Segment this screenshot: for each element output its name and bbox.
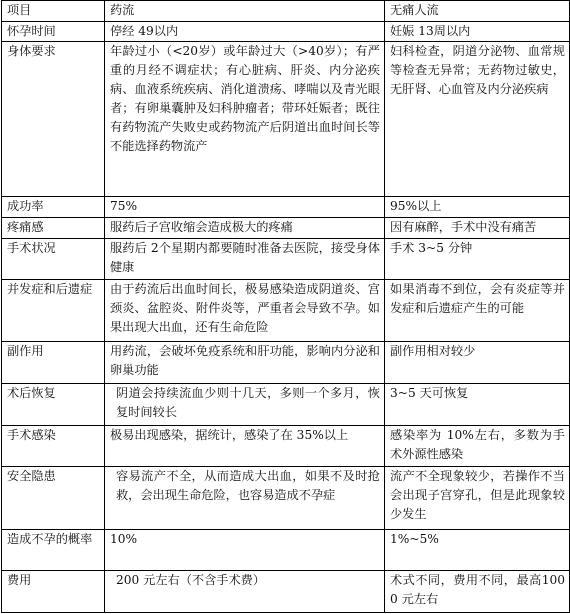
row-item-label: 手术状况 bbox=[2, 238, 105, 279]
table-row bbox=[2, 466, 570, 529]
row-item-label: 费用 bbox=[2, 570, 105, 612]
medical-abortion-cell: 服药后 2个星期内都要随时准备去医院，接受身体健康 bbox=[105, 238, 385, 279]
medical-abortion-cell: 极易出现感染，据统计，感染了在 35%以上 bbox=[105, 425, 385, 466]
painless-abortion-cell: 3~5 天可恢复 bbox=[385, 383, 570, 425]
row-item-label: 疼痛感 bbox=[2, 218, 105, 239]
table-row bbox=[2, 42, 570, 197]
table-row bbox=[2, 279, 570, 342]
row-item-label: 术后恢复 bbox=[2, 383, 105, 425]
header-painless-abortion: 无痛人流 bbox=[385, 1, 570, 22]
table-row bbox=[2, 425, 570, 466]
table-row bbox=[2, 570, 570, 612]
header-item: 项目 bbox=[2, 1, 105, 22]
row-item-label: 并发症和后遗症 bbox=[2, 279, 105, 342]
row-item-label: 手术感染 bbox=[2, 425, 105, 466]
row-item-label: 成功率 bbox=[2, 197, 105, 218]
header-medical-abortion: 药流 bbox=[105, 1, 385, 22]
painless-abortion-cell: 妇科检查，阴道分泌物、血常规等检查无异常；无药物过敏史，无肝肾、心血管及内分泌疾病 bbox=[385, 42, 570, 197]
medical-abortion-cell: 用药流，会破坏免疫系统和肝功能，影响内分泌和卵巢功能 bbox=[105, 342, 385, 383]
table-row bbox=[2, 383, 570, 425]
row-item-label: 造成不孕的概率 bbox=[2, 529, 105, 570]
painless-abortion-cell: 1%~5% bbox=[385, 529, 570, 570]
row-item-label: 安全隐患 bbox=[2, 466, 105, 529]
painless-abortion-cell: 手术 3~5 分钟 bbox=[385, 238, 570, 279]
painless-abortion-cell: 术式不同，费用不同，最高1000 元左右 bbox=[385, 570, 570, 612]
painless-abortion-cell: 流产不全现象较少，若操作不当会出现子宫穿孔，但是此现象较少发生 bbox=[385, 466, 570, 529]
painless-abortion-cell: 因有麻醉，手术中没有痛苦 bbox=[385, 218, 570, 239]
table-row bbox=[2, 197, 570, 218]
medical-abortion-cell: 阴道会持续流血少则十几天，多则一个多月，恢复时间较长 bbox=[105, 383, 385, 425]
table-header-row bbox=[2, 1, 570, 22]
medical-abortion-cell: 由于药流后出血时间长，极易感染造成阴道炎、宫颈炎、盆腔炎、附件炎等，严重者会导致不孕。如果出现大出血，还有生命危险 bbox=[105, 279, 385, 342]
painless-abortion-cell: 95%以上 bbox=[385, 197, 570, 218]
medical-abortion-cell: 容易流产不全，从而造成大出血，如果不及时抢救，会出现生命危险，也容易造成不孕症 bbox=[105, 466, 385, 529]
table-row bbox=[2, 218, 570, 239]
painless-abortion-cell: 如果消毒不到位，会有炎症等并发症和后遗症产生的可能 bbox=[385, 279, 570, 342]
medical-abortion-cell: 200 元左右（不含手术费） bbox=[105, 570, 385, 612]
medical-abortion-cell: 10% bbox=[105, 529, 385, 570]
medical-abortion-cell: 停经 49以内 bbox=[105, 21, 385, 42]
table-row bbox=[2, 238, 570, 279]
medical-abortion-cell: 服药后子宫收缩会造成极大的疼痛 bbox=[105, 218, 385, 239]
medical-abortion-cell: 年龄过小（<20岁）或年龄过大（>40岁）；有严重的月经不调症状；有心脏病、肝炎、内分泌疾病、血液系统疾病、消化道溃疡、哮喘以及青光眼者；有卵巢囊肿及妇科肿瘤者；带环妊娠者；既往有药物流产失败史或药物流产后阴道出血时间长等不能选择药物流产 bbox=[105, 42, 385, 197]
medical-abortion-cell: 75% bbox=[105, 197, 385, 218]
table-row bbox=[2, 342, 570, 383]
table-row bbox=[2, 529, 570, 570]
row-item-label: 副作用 bbox=[2, 342, 105, 383]
table-row bbox=[2, 21, 570, 42]
comparison-table bbox=[1, 0, 570, 613]
painless-abortion-cell: 感染率为 10%左右，多数为手术外源性感染 bbox=[385, 425, 570, 466]
painless-abortion-cell: 妊娠 13周以内 bbox=[385, 21, 570, 42]
row-item-label: 怀孕时间 bbox=[2, 21, 105, 42]
painless-abortion-cell: 副作用相对较少 bbox=[385, 342, 570, 383]
row-item-label: 身体要求 bbox=[2, 42, 105, 197]
